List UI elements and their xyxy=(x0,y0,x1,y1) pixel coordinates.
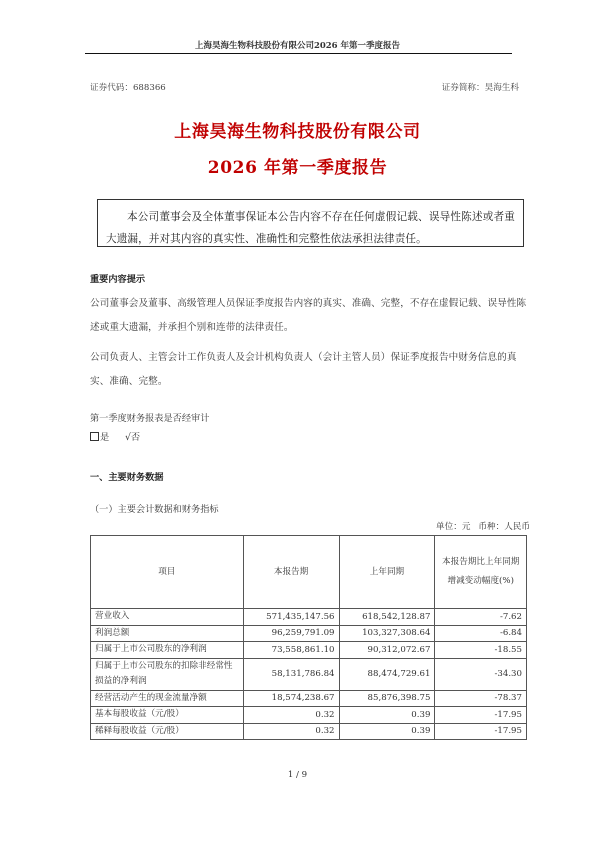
declaration-box xyxy=(97,199,524,247)
row-current: 96,259,791.09 xyxy=(243,625,339,642)
table-row xyxy=(91,707,527,724)
row-change: -18.55 xyxy=(435,642,527,659)
header-prior-period: 上年同期 xyxy=(339,536,435,609)
audit-options xyxy=(90,429,140,443)
table-row xyxy=(91,625,527,642)
audit-question: 第一季度财务报表是否经审计 xyxy=(90,413,210,424)
row-prior: 618,542,128.87 xyxy=(339,609,435,626)
audit-yes-label: 是 xyxy=(100,432,110,443)
row-change: -78.37 xyxy=(435,690,527,707)
stock-code: 证券代码：688366 xyxy=(90,83,166,93)
table-header-row xyxy=(91,536,527,609)
notice-paragraph-2: 公司负责人、主管会计工作负责人及会计机构负责人（会计主管人员）保证季度报告中财务信息的真实、准确、完整。 xyxy=(90,352,517,387)
stock-abbreviation: 证券简称：昊海生科 xyxy=(441,83,519,93)
row-item: 稀释每股收益（元/股） xyxy=(91,723,244,740)
row-prior: 85,876,398.75 xyxy=(339,690,435,707)
row-current: 0.32 xyxy=(243,723,339,740)
row-item: 归属于上市公司股东的净利润 xyxy=(91,642,244,659)
row-item: 营业收入 xyxy=(91,609,244,626)
row-prior: 103,327,308.64 xyxy=(339,625,435,642)
row-current: 0.32 xyxy=(243,707,339,724)
table-row xyxy=(91,609,527,626)
important-notice-heading: 重要内容提示 xyxy=(90,274,146,285)
unit-label: 单位：元 xyxy=(436,522,471,532)
row-item: 归属于上市公司股东的扣除非经常性损益的净利润 xyxy=(91,658,244,690)
row-change: -17.95 xyxy=(435,723,527,740)
header-change-percent: 本报告期比上年同期增减变动幅度(%) xyxy=(435,536,527,609)
declaration-text: 本公司董事会及全体董事保证本公告内容不存在任何虚假记载、误导性陈述或者重大遗漏，并对其内容的真实性、准确性和完整性依法承担法律责任。 xyxy=(106,211,515,245)
row-change: -7.62 xyxy=(435,609,527,626)
table-row xyxy=(91,658,527,690)
audit-no-label: √否 xyxy=(125,432,141,443)
report-title: 2026 年第一季度报告 xyxy=(207,158,388,178)
row-item: 经营活动产生的现金流量净额 xyxy=(91,690,244,707)
row-prior: 88,474,729.61 xyxy=(339,658,435,690)
row-prior: 0.39 xyxy=(339,723,435,740)
section-main-financial-data: 一、主要财务数据 xyxy=(90,472,164,483)
company-title: 上海昊海生物科技股份有限公司 xyxy=(174,122,421,142)
row-item: 基本每股收益（元/股） xyxy=(91,707,244,724)
running-header: 上海昊海生物科技股份有限公司2026 年第一季度报告 xyxy=(194,41,401,51)
row-prior: 90,312,072.67 xyxy=(339,642,435,659)
currency-label: 币种：人民币 xyxy=(478,522,530,532)
table-row xyxy=(91,642,527,659)
page-number: 1 / 9 xyxy=(287,770,308,780)
table-row xyxy=(91,690,527,707)
unchecked-box-icon xyxy=(90,432,99,441)
table-row xyxy=(91,723,527,740)
row-change: -17.95 xyxy=(435,707,527,724)
row-change: -34.30 xyxy=(435,658,527,690)
row-current: 58,131,786.84 xyxy=(243,658,339,690)
row-prior: 0.39 xyxy=(339,707,435,724)
row-item: 利润总额 xyxy=(91,625,244,642)
row-current: 18,574,238.67 xyxy=(243,690,339,707)
unit-line xyxy=(428,520,530,532)
row-change: -6.84 xyxy=(435,625,527,642)
row-current: 73,558,861.10 xyxy=(243,642,339,659)
header-divider xyxy=(85,53,512,54)
financial-data-table xyxy=(90,535,527,740)
header-item: 项目 xyxy=(91,536,244,609)
notice-paragraph-1: 公司董事会及董事、高级管理人员保证季度报告内容的真实、准确、完整，不存在虚假记载、误导性陈述或重大遗漏，并承担个别和连带的法律责任。 xyxy=(90,298,527,333)
row-current: 571,435,147.56 xyxy=(243,609,339,626)
header-current-period: 本报告期 xyxy=(243,536,339,609)
subsection-accounting-data: （一）主要会计数据和财务指标 xyxy=(90,504,219,515)
